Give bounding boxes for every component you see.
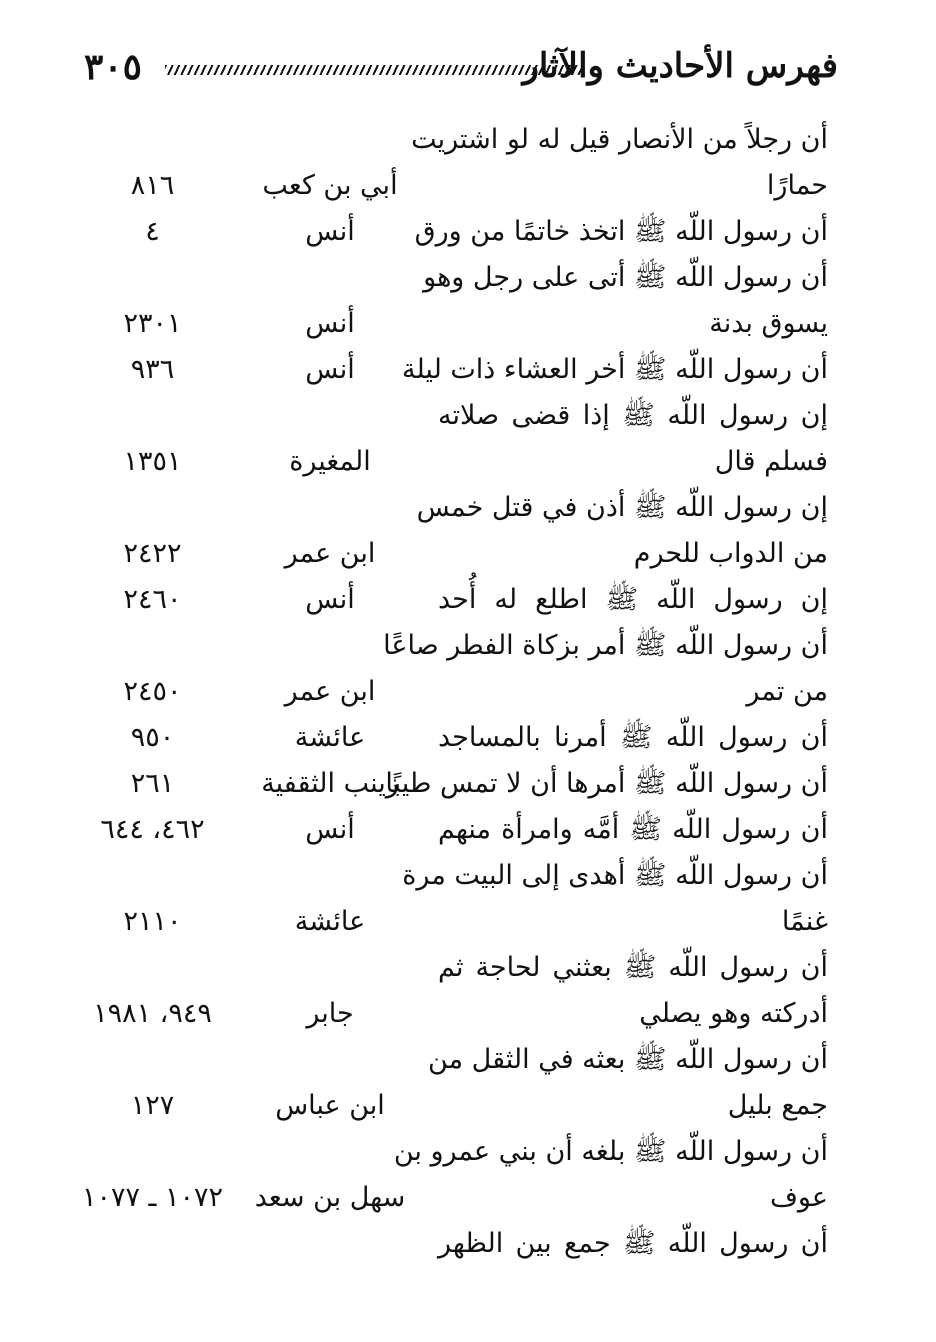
narrator: أنس: [305, 814, 355, 845]
narrator: ابن عمر: [284, 538, 376, 569]
index-line: [0, 486, 936, 532]
index-line: [0, 210, 936, 256]
index-line: [0, 624, 936, 670]
hadith-refs: ٤: [145, 216, 160, 247]
hadith-refs: ٢٣٠١: [123, 308, 182, 339]
index-line: [0, 1176, 936, 1222]
hadith-refs: ١٠٧٢ ـ ١٠٧٧: [81, 1182, 224, 1213]
index-line: [0, 1222, 936, 1268]
hadith-refs: ١٣٥١: [123, 446, 182, 477]
hadith-text: جمع بليل: [727, 1090, 828, 1121]
index-line: [0, 578, 936, 624]
index-line: [0, 808, 936, 854]
hadith-index: [0, 118, 936, 1268]
hadith-text: أن رسول اللّه ﷺ بعثه في الثقل من: [428, 1044, 828, 1075]
hadith-text: إن رسول اللّه ﷺ أذن في قتل خمس: [416, 492, 828, 523]
index-line: [0, 348, 936, 394]
narrator: زينب الثقفية: [261, 768, 399, 799]
hadith-refs: ٤٦٢، ٦٤٤: [100, 814, 205, 845]
narrator: المغيرة: [289, 446, 371, 477]
hadith-refs: ٩٣٦: [130, 354, 175, 385]
index-line: [0, 1038, 936, 1084]
hadith-text: فسلم قال: [714, 446, 828, 477]
index-line: [0, 302, 936, 348]
index-line: [0, 900, 936, 946]
hadith-refs: ٨١٦: [130, 170, 175, 201]
narrator: أنس: [305, 584, 355, 615]
index-line: [0, 670, 936, 716]
index-line: [0, 946, 936, 992]
hadith-text: أن رسول اللّه ﷺ أهدى إلى البيت مرة: [402, 860, 828, 891]
index-line: [0, 532, 936, 578]
index-line: [0, 716, 936, 762]
page-header: [60, 40, 860, 110]
hadith-text: غنمًا: [781, 906, 828, 937]
index-line: [0, 762, 936, 808]
index-line: [0, 1084, 936, 1130]
hadith-refs: ٩٤٩، ١٩٨١: [93, 998, 212, 1029]
hadith-refs: ١٢٧: [130, 1090, 175, 1121]
hadith-text: عوف: [769, 1182, 828, 1213]
narrator: ابن عباس: [275, 1090, 385, 1121]
hadith-refs: ٢١١٠: [123, 906, 182, 937]
hadith-refs: ٩٥٠: [130, 722, 175, 753]
hadith-text: إن رسول اللّه ﷺ إذا قضى صلاته: [438, 400, 828, 431]
narrator: أنس: [305, 354, 355, 385]
hadith-refs: ٢٦١: [130, 768, 175, 799]
narrator: ابن عمر: [284, 676, 376, 707]
hadith-text: حمارًا: [766, 170, 828, 201]
hadith-text: يسوق بدنة: [709, 308, 828, 339]
index-line: [0, 854, 936, 900]
narrator: أنس: [305, 216, 355, 247]
hadith-refs: ٢٤٢٢: [123, 538, 182, 569]
hadith-text: أدركته وهو يصلي: [639, 998, 828, 1029]
index-line: [0, 118, 936, 164]
hadith-text: أن رسول اللّه ﷺ أمرها أن لا تمس طيبًا: [385, 768, 828, 799]
narrator: أنس: [305, 308, 355, 339]
hadith-text: أن رسول اللّه ﷺ أتى على رجل وهو: [423, 262, 828, 293]
hadith-refs: ٢٤٦٠: [123, 584, 182, 615]
narrator: عائشة: [294, 722, 366, 753]
hadith-text: من تمر: [746, 676, 828, 707]
hadith-text: أن رسول اللّه ﷺ بلغه أن بني عمرو بن: [393, 1136, 828, 1167]
hadith-text: أن رسول اللّه ﷺ أمَّه وامرأة منهم: [438, 814, 828, 845]
hadith-text: أن رسول اللّه ﷺ جمع بين الظهر: [438, 1228, 828, 1259]
narrator: عائشة: [294, 906, 366, 937]
hadith-text: إن رسول اللّه ﷺ اطلع له أُحد: [438, 584, 828, 615]
index-line: [0, 394, 936, 440]
narrator: أبي بن كعب: [262, 170, 398, 201]
hadith-refs: ٢٤٥٠: [123, 676, 182, 707]
hadith-text: أن رسول اللّه ﷺ بعثني لحاجة ثم: [438, 952, 828, 983]
narrator: جابر: [306, 998, 354, 1029]
page-title: فهرس الأحاديث والآثار: [522, 46, 838, 86]
index-line: [0, 256, 936, 302]
hadith-text: أن رجلاً من الأنصار قيل له لو اشتريت: [411, 124, 828, 155]
hadith-text: أن رسول اللّه ﷺ أمرنا بالمساجد: [438, 722, 828, 753]
page-number: ٣٠٥: [84, 46, 143, 88]
hadith-text: من الدواب للحرم: [633, 538, 828, 569]
hadith-text: أن رسول اللّه ﷺ أمر بزكاة الفطر صاعًا: [383, 630, 828, 661]
index-line: [0, 440, 936, 486]
hadith-text: أن رسول اللّه ﷺ أخر العشاء ذات ليلة: [402, 354, 828, 385]
index-line: [0, 992, 936, 1038]
index-line: [0, 164, 936, 210]
hadith-text: أن رسول اللّه ﷺ اتخذ خاتمًا من ورق: [414, 216, 828, 247]
index-line: [0, 1130, 936, 1176]
narrator: سهل بن سعد: [254, 1182, 406, 1213]
